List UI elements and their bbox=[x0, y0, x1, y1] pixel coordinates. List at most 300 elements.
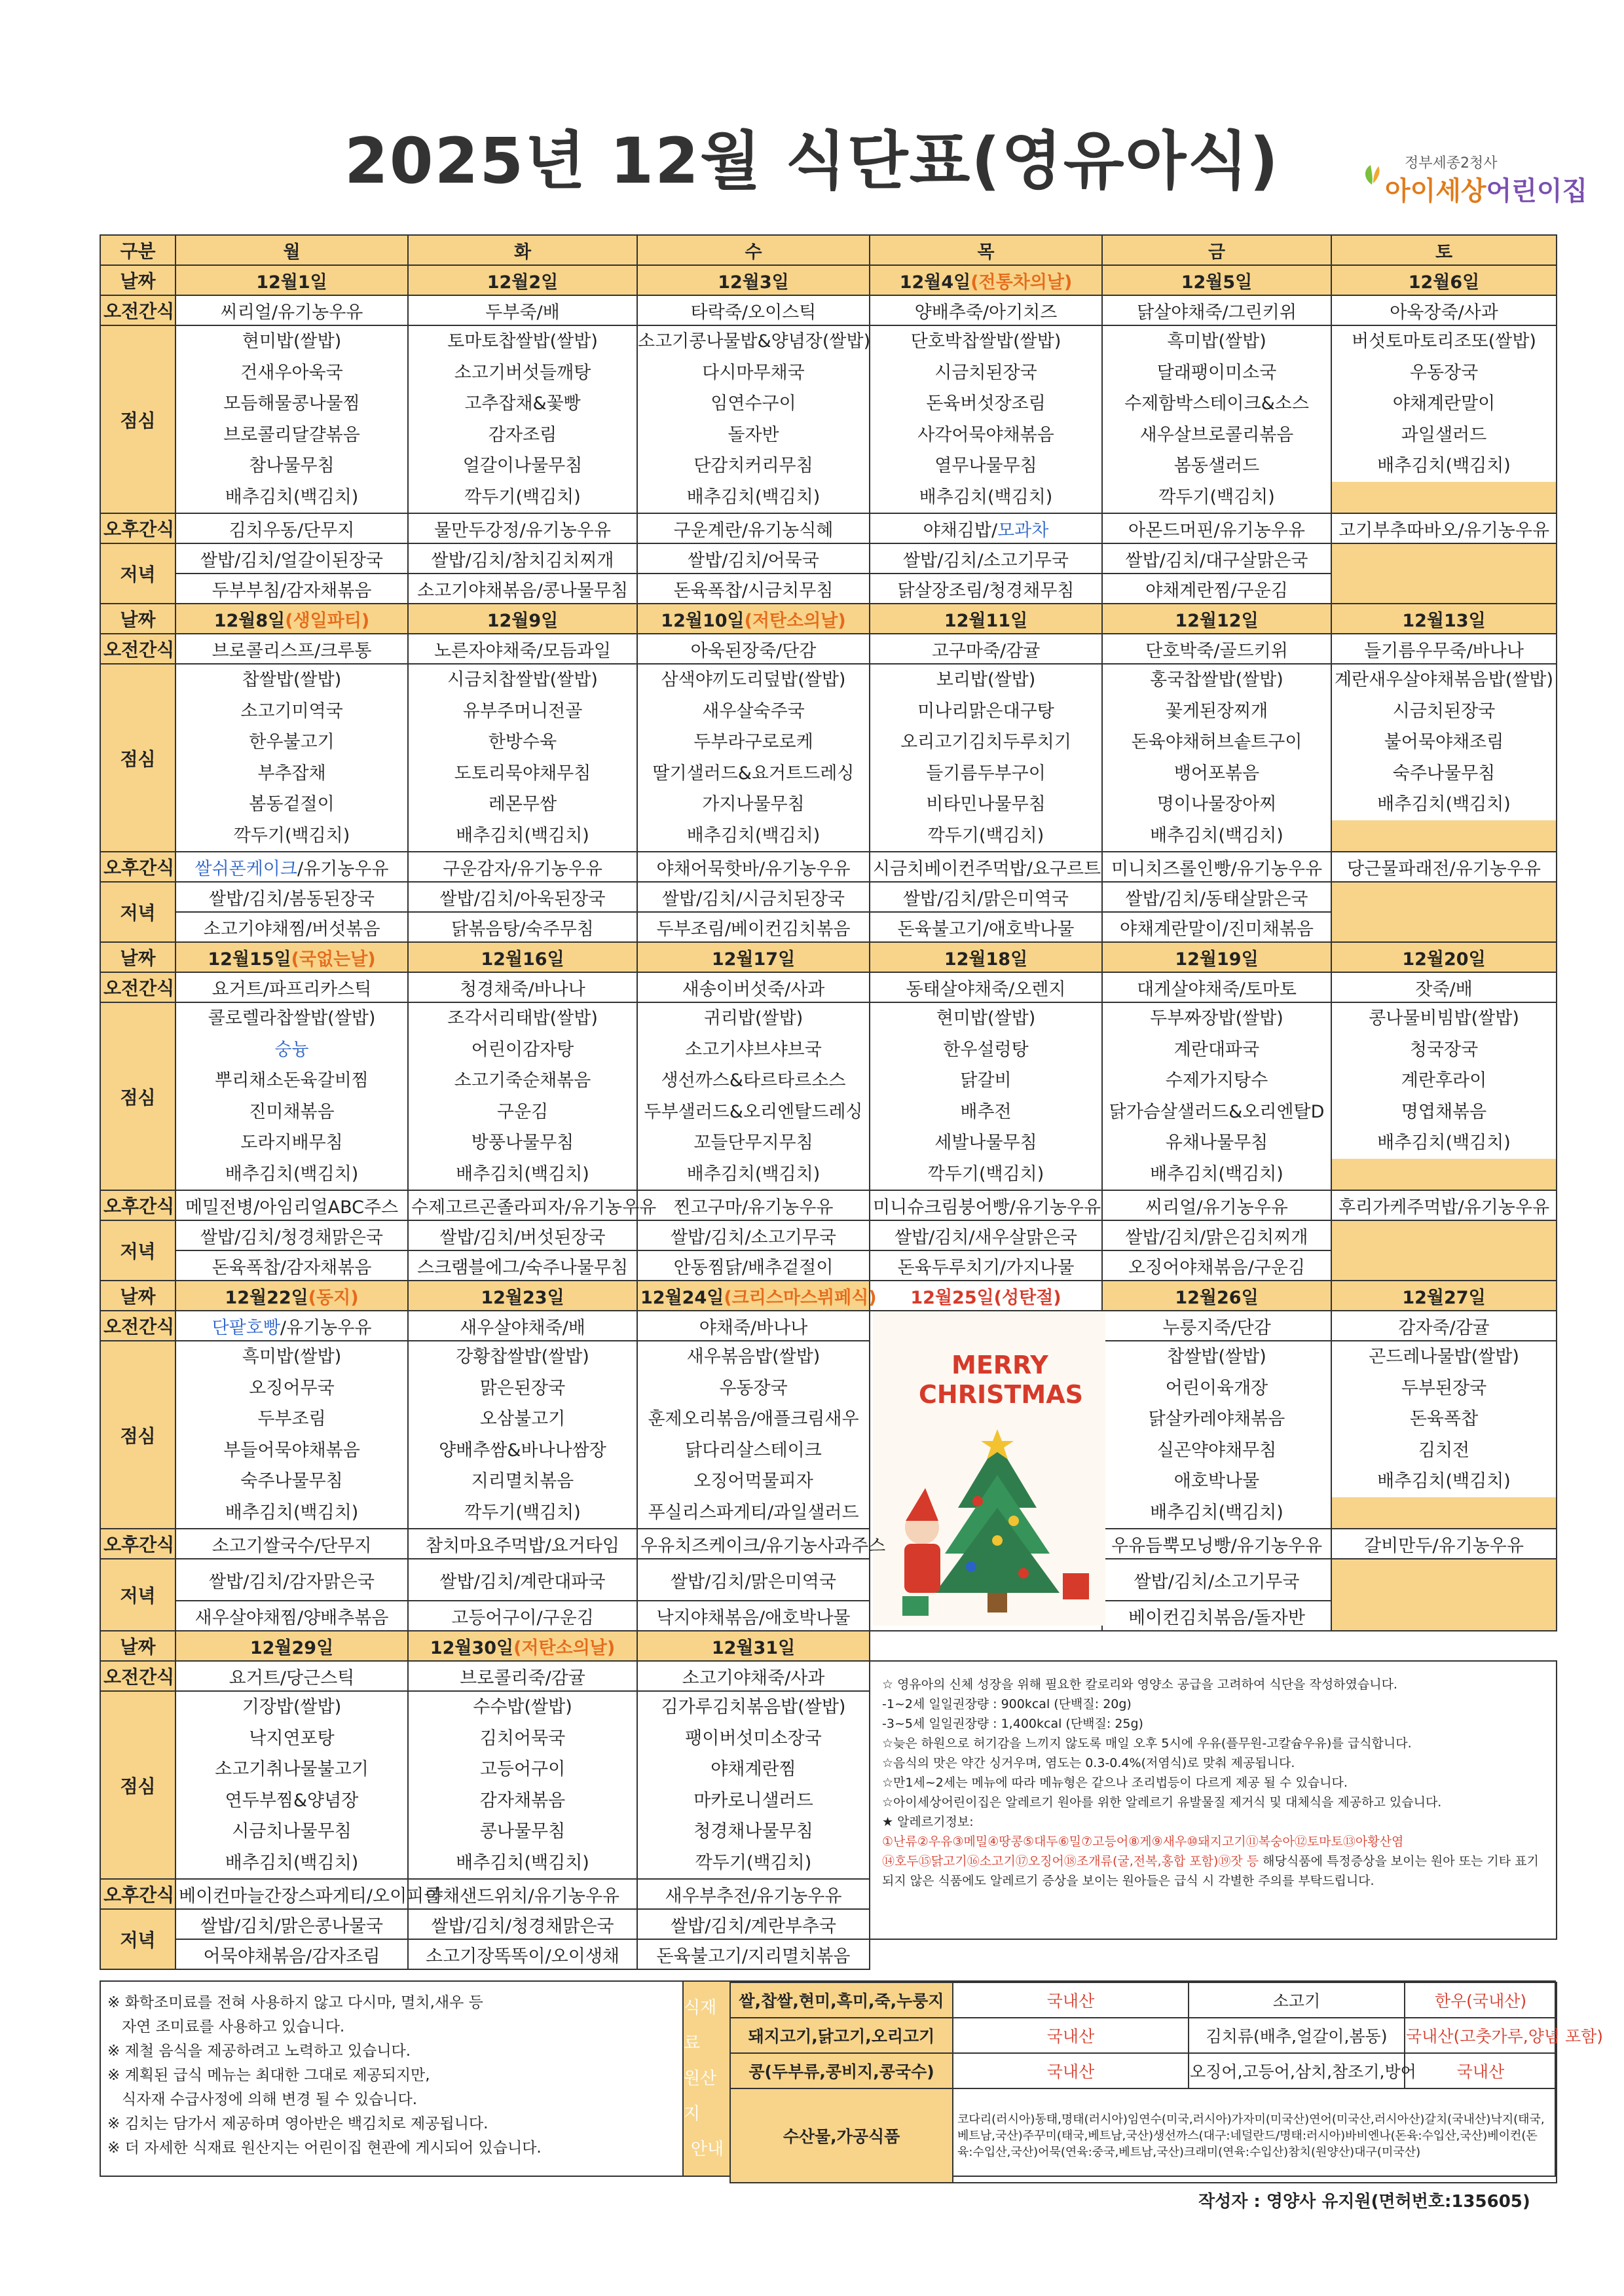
date-cell: 12월10일(저탄소의날) bbox=[637, 604, 870, 634]
afternoon-snack-cell: 구운계란/유기농식혜 bbox=[637, 513, 870, 543]
date-cell: 12월8일(생일파티) bbox=[175, 604, 408, 634]
lunch-item: 고등어구이 bbox=[479, 1759, 566, 1779]
lunch-item: 배추김치(백김치) bbox=[456, 1163, 589, 1184]
morning-snack-cell: 청경채죽/바나나 bbox=[408, 972, 637, 1002]
lunch-cell bbox=[175, 664, 408, 852]
lunch-cell bbox=[1331, 1341, 1557, 1529]
lunch-item: 다시마무채국 bbox=[702, 362, 805, 383]
morning-snack-cell: 누룽지죽/단감 bbox=[1102, 1311, 1331, 1341]
date-cell: 12월3일 bbox=[637, 265, 870, 295]
morning-snack-cell: 브로콜리스프/크루통 bbox=[175, 634, 408, 664]
lunch-item: 깍두기(백김치) bbox=[233, 825, 350, 846]
lunch-item: 훈제오리볶음/애플크림새우 bbox=[648, 1409, 859, 1429]
lunch-item: 명엽채볶음 bbox=[1401, 1101, 1487, 1122]
dinner-empty-cell bbox=[1331, 543, 1557, 604]
dinner-cell: 쌀밥/김치/시금치된장국 bbox=[637, 882, 870, 912]
lunch-cell bbox=[408, 325, 637, 513]
date-label: 날짜 bbox=[100, 942, 175, 972]
lunch-item: 강황찹쌀밥(쌀밥) bbox=[456, 1347, 589, 1367]
lunch-item: 유채나물무침 bbox=[1165, 1133, 1268, 1153]
lunch-item: 돈육버섯장조림 bbox=[926, 393, 1046, 414]
lunch-item: 한방수육 bbox=[488, 732, 557, 752]
lunch-item: 세발나물무침 bbox=[934, 1133, 1037, 1153]
dinner-cell: 쌀밥/김치/얼갈이된장국 bbox=[175, 543, 408, 574]
date-cell: 12월25일(성탄절) bbox=[870, 1281, 1102, 1311]
origin-table bbox=[729, 1982, 1604, 2183]
general-note: ※ 더 자세한 식재료 원산지는 어린이집 현관에 게시되어 있습니다. bbox=[107, 2140, 542, 2157]
date-cell: 12월22일(동지) bbox=[175, 1281, 408, 1311]
lunch-item: 방풍나물무침 bbox=[471, 1133, 574, 1153]
lunch-item: 시금치된장국 bbox=[1392, 701, 1496, 721]
allergy-list-2: ⑭호두⑮닭고기⑯소고기⑰오징어⑱조개류(굴,전복,홍합 포함)⑲잣 등 해당식품에 특정증상을 보이는 원아 또는 기타 표기되지 않은 식품에도 알레르기 증상을 보이는 원아들은 급식 시 각별한 주의를 부탁드립니다. bbox=[882, 1854, 1539, 1888]
morning-snack-cell: 동태살야채죽/오렌지 bbox=[870, 972, 1102, 1002]
afternoon-snack-cell: 물만두강정/유기농우유 bbox=[408, 513, 637, 543]
lunch-item: 시금치나물무침 bbox=[232, 1821, 352, 1842]
dinner-cell: 쌀밥/김치/계란대파국 bbox=[408, 1559, 637, 1601]
lunch-item: 새우살브로콜리볶음 bbox=[1139, 424, 1294, 445]
lunch-cell bbox=[408, 1002, 637, 1190]
lunch-item: 삼색야끼도리덮밥(쌀밥) bbox=[661, 670, 846, 690]
lunch-cell bbox=[637, 1691, 870, 1879]
morning-snack-row bbox=[100, 295, 1557, 325]
afternoon-snack-cell: 씨리얼/유기농우유 bbox=[1102, 1190, 1331, 1220]
afternoon-label: 오후간식 bbox=[100, 1190, 175, 1220]
lunch-cell bbox=[637, 1002, 870, 1190]
day-header: 금 bbox=[1102, 235, 1331, 265]
lunch-item: 꼬들단무지무침 bbox=[693, 1133, 813, 1153]
lunch-cell bbox=[1102, 664, 1331, 852]
date-row bbox=[100, 1631, 1557, 1661]
date-cell: 12월4일(전통차의날) bbox=[870, 265, 1102, 295]
lunch-cell bbox=[175, 1002, 408, 1190]
lunch-item bbox=[1332, 820, 1556, 852]
afternoon-label: 오후간식 bbox=[100, 852, 175, 882]
lunch-item: 연두부찜&양념장 bbox=[225, 1790, 359, 1811]
lunch-item: 마카로니샐러드 bbox=[693, 1790, 813, 1811]
lunch-item: 새우살숙주국 bbox=[702, 701, 805, 721]
lunch-label: 점심 bbox=[100, 664, 175, 852]
lunch-item: 배추김치(백김치) bbox=[1377, 794, 1511, 814]
dinner-label: 저녁 bbox=[100, 1909, 175, 1969]
lunch-item: 참나물무침 bbox=[249, 456, 335, 476]
ornament bbox=[966, 1561, 976, 1572]
afternoon-snack-cell: 시금치베이컨주먹밥/요구르트 bbox=[870, 852, 1102, 882]
dinner-cell: 고등어구이/구운김 bbox=[408, 1601, 637, 1631]
morning-snack-cell: 들기름우무죽/바나나 bbox=[1331, 634, 1557, 664]
date-row bbox=[100, 265, 1557, 295]
morning-snack-cell: 새우살야채죽/배 bbox=[408, 1311, 637, 1341]
lunch-item: 감자채볶음 bbox=[479, 1790, 566, 1811]
lunch-item: 딸기샐러드&요거트드레싱 bbox=[652, 763, 855, 784]
origin-side-text: 원산지 bbox=[684, 2069, 717, 2124]
lunch-item: 봄동겉절이 bbox=[249, 794, 335, 814]
date-cell: 12월6일 bbox=[1331, 265, 1557, 295]
dinner-cell: 쌀밥/김치/버섯된장국 bbox=[408, 1220, 637, 1250]
lunch-item: 들기름두부구이 bbox=[926, 763, 1046, 784]
lunch-item: 숙주나물무침 bbox=[240, 1471, 343, 1491]
ornament bbox=[992, 1535, 1003, 1546]
lunch-item: 배추김치(백김치) bbox=[686, 1163, 821, 1184]
afternoon-snack-cell: 야채샌드위치/유기농우유 bbox=[408, 1879, 637, 1909]
lunch-cell bbox=[1331, 325, 1557, 513]
lunch-item: 소고기샤브샤브국 bbox=[685, 1039, 822, 1060]
dinner-cell: 돈육불고기/지리멸치볶음 bbox=[637, 1939, 870, 1969]
lunch-item: 임연수구이 bbox=[710, 393, 796, 414]
lunch-cell bbox=[408, 664, 637, 852]
note-line: ☆ 영유아의 신체 성장을 위해 필요한 칼로리와 영양소 공급을 고려하여 식단을 작성하였습니다. bbox=[882, 1677, 1397, 1692]
dinner-cell: 쌀밥/김치/어묵국 bbox=[637, 543, 870, 574]
date-cell: 12월12일 bbox=[1102, 604, 1331, 634]
dinner-cell: 닭살장조림/청경채무침 bbox=[870, 574, 1102, 604]
lunch-item: 김가루김치볶음밥(쌀밥) bbox=[661, 1697, 846, 1717]
day-header: 화 bbox=[408, 235, 637, 265]
lunch-item: 돌자반 bbox=[728, 424, 779, 445]
day-header: 월 bbox=[175, 235, 408, 265]
lunch-item: 배추김치(백김치) bbox=[225, 1852, 359, 1873]
lunch-item: 콩나물비빔밥(쌀밥) bbox=[1369, 1008, 1519, 1029]
lunch-cell bbox=[408, 1691, 637, 1879]
lunch-item: 단호박찹쌀밥(쌀밥) bbox=[910, 331, 1061, 352]
dinner-empty-cell bbox=[1331, 1559, 1557, 1631]
morning-snack-cell: 대게살야채죽/토마토 bbox=[1102, 972, 1331, 1002]
dinner-cell: 쌀밥/김치/참치김치찌개 bbox=[408, 543, 637, 574]
afternoon-snack-row bbox=[100, 852, 1557, 882]
dinner-label: 저녁 bbox=[100, 1220, 175, 1281]
afternoon-snack-cell: 찐고구마/유기농우유 bbox=[637, 1190, 870, 1220]
dinner-cell: 쌀밥/김치/감자맑은국 bbox=[175, 1559, 408, 1601]
origin-food: 소고기 bbox=[1189, 1982, 1405, 2018]
lunch-cell bbox=[637, 664, 870, 852]
lunch-cell bbox=[175, 325, 408, 513]
dinner-cell: 새우살야채찜/양배추볶음 bbox=[175, 1601, 408, 1631]
lunch-item: 깍두기(백김치) bbox=[464, 1502, 581, 1523]
afternoon-snack-cell: 미니슈크림붕어빵/유기농우유 bbox=[870, 1190, 1102, 1220]
lunch-item: 두부짜장밥(쌀밥) bbox=[1150, 1008, 1283, 1029]
afternoon-label: 오후간식 bbox=[100, 1879, 175, 1909]
lunch-cell bbox=[175, 1341, 408, 1529]
lunch-cell bbox=[1102, 325, 1331, 513]
bottom-section bbox=[100, 1980, 1604, 2177]
lunch-item: 한우설렁탕 bbox=[943, 1039, 1029, 1060]
lunch-item: 브로콜리달걀볶음 bbox=[223, 424, 360, 445]
lunch-item: 배추김치(백김치) bbox=[1150, 1163, 1283, 1184]
dinner-cell: 소고기야채볶음/콩나물무침 bbox=[408, 574, 637, 604]
date-label: 날짜 bbox=[100, 604, 175, 634]
morning-snack-cell: 아욱된장죽/단감 bbox=[637, 634, 870, 664]
lunch-row bbox=[100, 664, 1557, 852]
logo bbox=[1359, 152, 1588, 224]
afternoon-snack-cell: 아몬드머핀/유기농우유 bbox=[1102, 513, 1331, 543]
lunch-item: 배추김치(백김치) bbox=[686, 825, 821, 846]
lunch-item: 깍두기(백김치) bbox=[927, 1163, 1044, 1184]
logo-leaf-icon bbox=[1359, 161, 1385, 187]
lunch-item: 흑미밥(쌀밥) bbox=[242, 1347, 342, 1367]
lunch-item bbox=[1332, 482, 1556, 513]
lunch-item: 얼갈이나물무침 bbox=[462, 456, 583, 476]
morning-snack-cell: 타락죽/오이스틱 bbox=[637, 295, 870, 325]
lunch-item: 배추김치(백김치) bbox=[1377, 1133, 1511, 1153]
lunch-item: 양배추쌈&바나나쌈장 bbox=[439, 1440, 606, 1461]
note-line: ☆만1세~2세는 메뉴에 따라 메뉴형은 같으나 조리법등이 다르게 제공 될 수 있습니다. bbox=[882, 1776, 1348, 1790]
lunch-cell bbox=[870, 664, 1102, 852]
ornament bbox=[972, 1496, 983, 1506]
lunch-item: 닭갈비 bbox=[960, 1070, 1012, 1091]
lunch-item: 배추김치(백김치) bbox=[919, 486, 1053, 507]
lunch-item: 맑은된장국 bbox=[479, 1377, 566, 1398]
note-line: -1~2세 일일권장량 : 900kcal (단백질: 20g) bbox=[882, 1697, 1132, 1711]
date-row bbox=[100, 1281, 1557, 1311]
date-cell: 12월27일 bbox=[1331, 1281, 1557, 1311]
lunch-item: 소고기미역국 bbox=[240, 701, 343, 721]
lunch-item: 진미채볶음 bbox=[249, 1101, 335, 1122]
origin-row bbox=[730, 2088, 1557, 2183]
origin-food: 김치류(배추,얼갈이,봄동) bbox=[1189, 2018, 1405, 2053]
lunch-row bbox=[100, 1002, 1557, 1190]
lunch-item: 미나리맑은대구탕 bbox=[917, 701, 1054, 721]
lunch-item: 야채계란말이 bbox=[1392, 393, 1496, 414]
lunch-row bbox=[100, 325, 1557, 513]
origin-country: 국내산(고춧가루,양념 포함) bbox=[1405, 2018, 1557, 2053]
afternoon-snack-cell: 메밀전병/아임리얼ABC주스 bbox=[175, 1190, 408, 1220]
logo-subtitle: 정부세종2청사 bbox=[1405, 155, 1498, 172]
lunch-item: 부추잡채 bbox=[257, 763, 326, 784]
header-row bbox=[100, 235, 1557, 265]
afternoon-snack-row bbox=[100, 1190, 1557, 1220]
lunch-item: 소고기취나물불고기 bbox=[215, 1759, 369, 1779]
date-cell: 12월11일 bbox=[870, 604, 1102, 634]
morning-snack-row bbox=[100, 1661, 1557, 1691]
afternoon-snack-cell: 수제고르곤졸라피자/유기농우유 bbox=[408, 1190, 637, 1220]
afternoon-snack-cell: 우유듬뿍모닝빵/유기농우유 bbox=[1102, 1529, 1331, 1559]
lunch-item: 김치어묵국 bbox=[479, 1728, 566, 1749]
lunch-item: 명이나물장아찌 bbox=[1156, 794, 1277, 814]
origin-food: 수산물,가공식품 bbox=[730, 2088, 953, 2183]
lunch-item: 콜로렐라찹쌀밥(쌀밥) bbox=[208, 1008, 376, 1029]
note-line: ☆아이세상어린이집은 알레르기 원아를 위한 알레르기 유발물질 제거식 및 대체식을 제공하고 있습니다. bbox=[882, 1795, 1442, 1810]
gift-box bbox=[1063, 1573, 1089, 1599]
dinner-cell: 쌀밥/김치/맑은미역국 bbox=[637, 1559, 870, 1601]
lunch-item: 현미밥(쌀밥) bbox=[242, 331, 342, 352]
lunch-item: 팽이버섯미소장국 bbox=[685, 1728, 822, 1749]
general-note: ※ 김치는 담가서 제공하며 영아반은 백김치로 제공됩니다. bbox=[107, 2115, 489, 2132]
note-line: ★ 알레르기정보: bbox=[882, 1815, 974, 1829]
origin-food: 돼지고기,닭고기,오리고기 bbox=[730, 2018, 953, 2053]
morning-snack-cell: 양배추죽/아기치즈 bbox=[870, 295, 1102, 325]
date-cell: 12월1일 bbox=[175, 265, 408, 295]
lunch-item: 찹쌀밥(쌀밥) bbox=[1167, 1347, 1266, 1367]
morning-snack-cell: 감자죽/감귤 bbox=[1331, 1311, 1557, 1341]
logo-name: 아이세상어린이집 bbox=[1385, 176, 1588, 206]
lunch-item: 두부샐러드&오리엔탈드레싱 bbox=[644, 1101, 863, 1122]
lunch-item: 배추전 bbox=[960, 1101, 1012, 1122]
lunch-item: 돈육폭찹 bbox=[1409, 1409, 1479, 1429]
dinner-cell: 쌀밥/김치/계란부추국 bbox=[637, 1909, 870, 1939]
origin-row bbox=[730, 2018, 1557, 2053]
dinner-cell: 스크램블에그/숙주나물무침 bbox=[408, 1250, 637, 1281]
lunch-item: 계란후라이 bbox=[1401, 1070, 1487, 1091]
lunch-item: 보리밥(쌀밥) bbox=[936, 670, 1036, 690]
lunch-item: 지리멸치볶음 bbox=[471, 1471, 574, 1491]
lunch-item: 배추김치(백김치) bbox=[1377, 456, 1511, 476]
lunch-item: 열무나물무침 bbox=[934, 456, 1037, 476]
dinner-empty-cell bbox=[1331, 882, 1557, 942]
origin-side-text: 식재료 bbox=[684, 1998, 717, 2053]
lunch-item: 꽃게된장찌개 bbox=[1165, 701, 1268, 721]
lunch-item: 기장밥(쌀밥) bbox=[242, 1697, 342, 1717]
lunch-item: 콩나물무침 bbox=[479, 1821, 566, 1842]
date-label: 날짜 bbox=[100, 265, 175, 295]
origin-country: 국내산 bbox=[953, 1982, 1189, 2018]
afternoon-snack-cell: 구운감자/유기농우유 bbox=[408, 852, 637, 882]
menu-table bbox=[100, 234, 1557, 1970]
lunch-item: 귀리밥(쌀밥) bbox=[703, 1008, 803, 1029]
lunch-label: 점심 bbox=[100, 1691, 175, 1879]
morning-snack-cell: 새송이버섯죽/사과 bbox=[637, 972, 870, 1002]
morning-snack-row bbox=[100, 972, 1557, 1002]
lunch-item: 소고기죽순채볶음 bbox=[454, 1070, 591, 1091]
lunch-item: 오징어무국 bbox=[249, 1377, 335, 1398]
dinner-cell: 돈육불고기/애호박나물 bbox=[870, 912, 1102, 942]
lunch-item: 오삼불고기 bbox=[479, 1409, 566, 1429]
date-cell bbox=[870, 1631, 1102, 1661]
origin-food: 쌀,찹쌀,현미,흑미,죽,누룽지 bbox=[730, 1982, 953, 2018]
lunch-item: 유부주머니전골 bbox=[462, 701, 583, 721]
date-label: 날짜 bbox=[100, 1281, 175, 1311]
origin-country: 한우(국내산) bbox=[1405, 1982, 1557, 2018]
lunch-item: 배추김치(백김치) bbox=[225, 486, 359, 507]
dinner-cell: 야채계란찜/구운김 bbox=[1102, 574, 1331, 604]
dinner-cell: 돈육폭찹/감자채볶음 bbox=[175, 1250, 408, 1281]
dinner-cell: 쌀밥/김치/소고기무국 bbox=[1102, 1559, 1331, 1601]
lunch-item: 우동장국 bbox=[719, 1377, 788, 1398]
origin-country: 국내산 bbox=[953, 2053, 1189, 2088]
lunch-item: 수제함박스테이크&소스 bbox=[1124, 393, 1309, 414]
lunch-cell bbox=[637, 325, 870, 513]
lunch-item: 수수밥(쌀밥) bbox=[473, 1697, 572, 1717]
morning-snack-cell: 요거트/파프리카스틱 bbox=[175, 972, 408, 1002]
dinner-cell: 두부조림/베이컨김치볶음 bbox=[637, 912, 870, 942]
morning-snack-cell: 소고기야채죽/사과 bbox=[637, 1661, 870, 1691]
origin-side-text: 안내 bbox=[690, 2140, 724, 2159]
dinner-cell: 쌀밥/김치/동태살맑은국 bbox=[1102, 882, 1331, 912]
day-header: 수 bbox=[637, 235, 870, 265]
date-cell: 12월17일 bbox=[637, 942, 870, 972]
lunch-item: 야채계란찜 bbox=[710, 1759, 796, 1779]
lunch-item: 계란대파국 bbox=[1173, 1039, 1260, 1060]
lunch-item: 토마토찹쌀밥(쌀밥) bbox=[447, 331, 598, 352]
date-cell: 12월16일 bbox=[408, 942, 637, 972]
date-cell bbox=[1102, 1631, 1331, 1661]
lunch-label: 점심 bbox=[100, 1341, 175, 1529]
morning-snack-cell: 노른자야채죽/모듬과일 bbox=[408, 634, 637, 664]
afternoon-snack-cell: 야채어묵핫바/유기농우유 bbox=[637, 852, 870, 882]
ornament bbox=[1008, 1516, 1019, 1526]
lunch-item: 깍두기(백김치) bbox=[1158, 486, 1275, 507]
lunch-item: 닭다리살스테이크 bbox=[685, 1440, 822, 1461]
origin-seafood-list: 코다리(러시아)동태,명태(러시아)임연수(미국,러시아)가자미(미국산)연어(미국산,러시아산)갈치(국내산)낙지(태국,베트남,국산)주꾸미(태국,베트남,국산)생선까스(대구:네덜란드/명태:러시아)바비엔나(돈육:수입산,국산)베이컨(돈육:수입산,국산)어묵(연육:중국,베트남,국산)크래미(연육:수입산)참치(원양산)대구(미국산) bbox=[953, 2088, 1557, 2183]
lunch-item: 레몬무쌈 bbox=[488, 794, 557, 814]
date-cell: 12월9일 bbox=[408, 604, 637, 634]
lunch-label: 점심 bbox=[100, 325, 175, 513]
date-cell: 12월20일 bbox=[1331, 942, 1557, 972]
date-row bbox=[100, 942, 1557, 972]
lunch-item: 두부조림 bbox=[257, 1409, 326, 1429]
general-note: ※ 제철 음식을 제공하려고 노력하고 있습니다. bbox=[107, 2043, 411, 2060]
lunch-item: 닭가슴살샐러드&오리엔탈D bbox=[1109, 1101, 1325, 1122]
lunch-item: 현미밥(쌀밥) bbox=[936, 1008, 1036, 1029]
lunch-item: 모듬해물콩나물찜 bbox=[223, 393, 360, 414]
author: 작성자 : 영양사 유지원(면허번호:135605) bbox=[1198, 2192, 1530, 2212]
morning-snack-cell: 두부죽/배 bbox=[408, 295, 637, 325]
dinner-cell: 쌀밥/김치/봄동된장국 bbox=[175, 882, 408, 912]
afternoon-snack-cell: 갈비만두/유기농우유 bbox=[1331, 1529, 1557, 1559]
dinner-label: 저녁 bbox=[100, 543, 175, 604]
lunch-item: 시금치찹쌀밥(쌀밥) bbox=[447, 670, 598, 690]
lunch-item: 도토리묵야채무침 bbox=[454, 763, 591, 784]
lunch-item: 닭살카레야채볶음 bbox=[1148, 1409, 1285, 1429]
dinner-cell: 돈육폭찹/시금치무침 bbox=[637, 574, 870, 604]
lunch-item: 비타민나물무침 bbox=[926, 794, 1046, 814]
lunch-item: 소고기버섯들깨탕 bbox=[454, 362, 591, 383]
lunch-item bbox=[1332, 1497, 1556, 1529]
lunch-cell bbox=[1102, 1002, 1331, 1190]
afternoon-snack-cell: 참치마요주먹밥/요거타임 bbox=[408, 1529, 637, 1559]
christmas-illustration bbox=[873, 1311, 1105, 1626]
dinner-row bbox=[100, 1559, 1557, 1601]
afternoon-snack-cell: 소고기쌀국수/단무지 bbox=[175, 1529, 408, 1559]
lunch-item: 불어묵야채조림 bbox=[1384, 732, 1504, 752]
note-line: ☆음식의 맛은 약간 싱거우며, 염도는 0.3-0.4%(저염식)로 맞춰 제공됩니다. bbox=[882, 1756, 1295, 1770]
dinner-cell: 오징어야채볶음/구운김 bbox=[1102, 1250, 1331, 1281]
lunch-item: 오리고기김치두루치기 bbox=[900, 732, 1071, 752]
lunch-item: 수제가지탕수 bbox=[1165, 1070, 1268, 1091]
morning-label: 오전간식 bbox=[100, 634, 175, 664]
general-note: 자연 조미료를 사용하고 있습니다. bbox=[107, 2018, 345, 2035]
lunch-item: 건새우아욱국 bbox=[240, 362, 343, 383]
lunch-item: 흑미밥(쌀밥) bbox=[1167, 331, 1266, 352]
morning-label: 오전간식 bbox=[100, 1661, 175, 1691]
lunch-row bbox=[100, 1341, 1557, 1529]
lunch-item: 감자조림 bbox=[488, 424, 557, 445]
afternoon-snack-cell: 당근물파래전/유기농우유 bbox=[1331, 852, 1557, 882]
christmas-image bbox=[870, 1311, 1102, 1631]
morning-snack-cell: 단팥호빵/유기농우유 bbox=[175, 1311, 408, 1341]
lunch-item: 배추김치(백김치) bbox=[1150, 825, 1283, 846]
dinner-row bbox=[100, 882, 1557, 912]
lunch-item: 고추잡채&꽃빵 bbox=[464, 393, 581, 414]
lunch-item: 과일샐러드 bbox=[1401, 424, 1487, 445]
lunch-item: 실곤약야채무침 bbox=[1156, 1440, 1277, 1461]
afternoon-label: 오후간식 bbox=[100, 1529, 175, 1559]
lunch-item: 청국장국 bbox=[1409, 1039, 1479, 1060]
xmas-text-2: CHRISTMAS bbox=[919, 1380, 1083, 1409]
lunch-item: 조각서리태밥(쌀밥) bbox=[447, 1008, 598, 1029]
dinner-cell: 쌀밥/김치/청경채맑은국 bbox=[175, 1220, 408, 1250]
lunch-item: 배추김치(백김치) bbox=[225, 1163, 359, 1184]
date-cell: 12월30일(저탄소의날) bbox=[408, 1631, 637, 1661]
dinner-cell: 쌀밥/김치/맑은콩나물국 bbox=[175, 1909, 408, 1939]
morning-snack-cell: 요거트/당근스틱 bbox=[175, 1661, 408, 1691]
lunch-cell bbox=[870, 1002, 1102, 1190]
morning-label: 오전간식 bbox=[100, 972, 175, 1002]
dinner-cell: 돈육두루치기/가지나물 bbox=[870, 1250, 1102, 1281]
lunch-item: 배추김치(백김치) bbox=[456, 825, 589, 846]
lunch-item bbox=[1332, 1159, 1556, 1190]
dinner-cell: 어묵야채볶음/감자조림 bbox=[175, 1939, 408, 1969]
date-cell: 12월31일 bbox=[637, 1631, 870, 1661]
morning-snack-cell: 단호박죽/골드키위 bbox=[1102, 634, 1331, 664]
morning-snack-cell: 잣죽/배 bbox=[1331, 972, 1557, 1002]
